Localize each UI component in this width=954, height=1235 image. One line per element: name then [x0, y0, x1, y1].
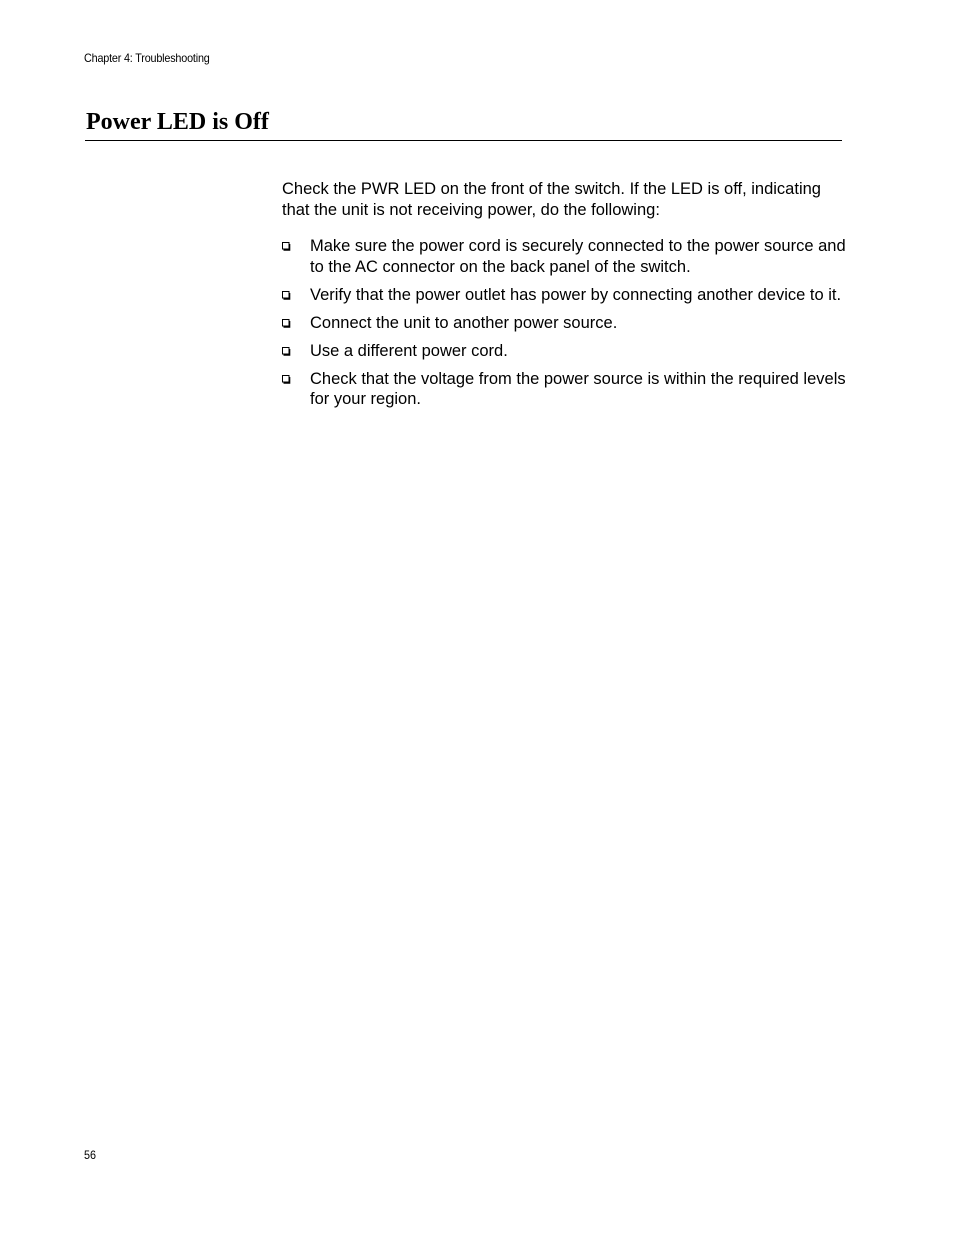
troubleshooting-steps-list: [282, 236, 847, 410]
square-bullet-icon: [282, 291, 291, 300]
list-item-text: Connect the unit to another power source.: [310, 313, 618, 332]
list-item-text: Use a different power cord.: [310, 341, 508, 360]
intro-paragraph: Check the PWR LED on the front of the switch. If the LED is off, indicating that the unit is not receiving power, do the following:: [282, 180, 821, 219]
list-item-text: Check that the voltage from the power source is within the required levels for your region.: [310, 369, 846, 408]
square-bullet-icon: [282, 319, 291, 328]
list-item: [282, 313, 847, 334]
list-item-text: Make sure the power cord is securely connected to the power source and to the AC connector on the back panel of the switch.: [310, 237, 846, 276]
list-item: [282, 341, 847, 362]
title-divider: [85, 140, 842, 141]
list-item: [282, 369, 847, 410]
running-header: Chapter 4: Troubleshooting: [84, 51, 210, 65]
list-item-text: Verify that the power outlet has power by connecting another device to it.: [310, 285, 842, 304]
square-bullet-icon: [282, 242, 291, 251]
square-bullet-icon: [282, 375, 291, 384]
square-bullet-icon: [282, 347, 291, 356]
list-item: [282, 236, 847, 277]
page-number: 56: [84, 1148, 97, 1162]
section-body: [282, 179, 847, 417]
list-item: [282, 285, 847, 306]
section-title: Power LED is Off: [86, 109, 269, 135]
